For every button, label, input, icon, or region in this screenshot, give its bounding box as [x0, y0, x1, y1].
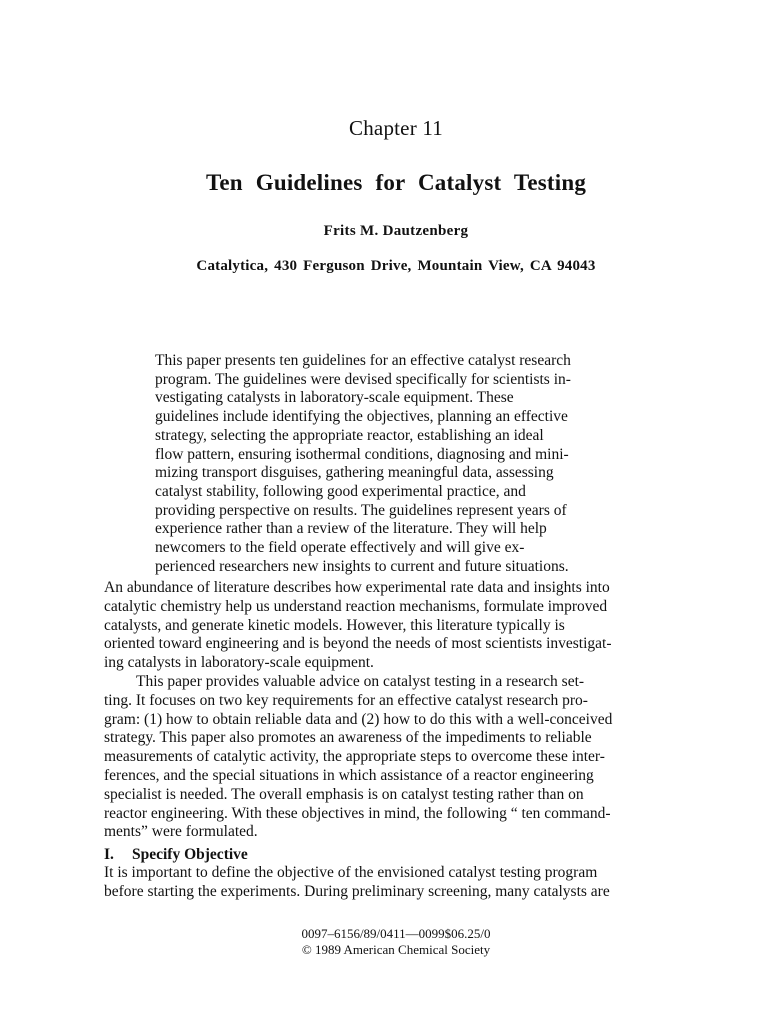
- abstract-line: perienced researchers new insights to current and future situations.: [155, 557, 569, 575]
- abstract-line: program. The guidelines were devised specifically for scientists in-: [155, 370, 571, 388]
- body-line: This paper provides valuable advice on catalyst testing in a research set-: [136, 672, 585, 690]
- abstract-line: mizing transport disguises, gathering meaningful data, assessing: [155, 464, 554, 482]
- abstract-line: guidelines include identifying the objectives, planning an effective: [155, 408, 568, 426]
- section-number: I.: [104, 846, 114, 863]
- abstract-line: experience rather than a review of the literature. They will help: [155, 520, 547, 538]
- body-line: oriented toward engineering and is beyond the needs of most scientists investigat-: [104, 635, 612, 653]
- paragraph-2: [104, 673, 666, 842]
- page-footer: [0, 926, 768, 958]
- copyright-notice: © 1989 American Chemical Society: [301, 942, 491, 957]
- body-line: reactor engineering. With these objectives in mind, the following “ ten command-: [104, 804, 611, 822]
- body-line: ting. It focuses on two key requirements for an effective catalyst research pro-: [104, 691, 588, 709]
- abstract-line: catalyst stability, following good experimental practice, and: [155, 482, 526, 500]
- body-line: catalytic chemistry help us understand reaction mechanisms, formulate improved: [104, 597, 608, 615]
- body-text: [104, 579, 666, 842]
- section-title: Specify Objective: [132, 846, 248, 863]
- body-line: ments” were formulated.: [104, 823, 258, 841]
- abstract-line: strategy, selecting the appropriate reactor, establishing an ideal: [155, 426, 544, 444]
- body-line: catalysts, and generate kinetic models. However, this literature typically is: [104, 616, 565, 634]
- author-name: Frits M. Dautzenberg: [323, 223, 469, 239]
- chapter-title: Ten Guidelines for Catalyst Testing: [205, 170, 587, 195]
- body-line: ing catalysts in laboratory-scale equipment.: [104, 654, 374, 672]
- body-line: ferences, and the special situations in which assistance of a reactor engineering: [104, 766, 594, 784]
- chapter-number: Chapter 11: [349, 116, 443, 140]
- abstract: [155, 352, 625, 576]
- author-affiliation: Catalytica, 430 Ferguson Drive, Mountain View, CA 94043: [196, 258, 596, 274]
- body-line: specialist is needed. The overall emphasis is on catalyst testing rather than on: [104, 785, 584, 803]
- abstract-line: flow pattern, ensuring isothermal conditions, diagnosing and mini-: [155, 445, 569, 463]
- body-line: measurements of catalytic activity, the appropriate steps to overcome these inter-: [104, 748, 605, 766]
- abstract-line: This paper presents ten guidelines for an effective catalyst research: [155, 352, 571, 369]
- abstract-line: providing perspective on results. The guidelines represent years of: [155, 501, 567, 519]
- abstract-line: newcomers to the field operate effectively and will give ex-: [155, 539, 525, 557]
- body-line: It is important to define the objective of the envisioned catalyst testing program: [104, 864, 598, 881]
- abstract-line: vestigating catalysts in laboratory-scale equipment. These: [155, 389, 514, 407]
- document-code: 0097–6156/89/0411—0099$06.25/0: [301, 926, 491, 941]
- paragraph-1: [104, 579, 666, 673]
- body-line: before starting the experiments. During preliminary screening, many catalysts are: [104, 882, 610, 900]
- body-line: gram: (1) how to obtain reliable data and (2) how to do this with a well-conceived: [104, 710, 613, 728]
- section-body: [104, 864, 666, 902]
- section-heading: [104, 846, 248, 864]
- body-line: An abundance of literature describes how experimental rate data and insights into: [104, 579, 610, 596]
- body-line: strategy. This paper also promotes an awareness of the impediments to reliable: [104, 729, 592, 747]
